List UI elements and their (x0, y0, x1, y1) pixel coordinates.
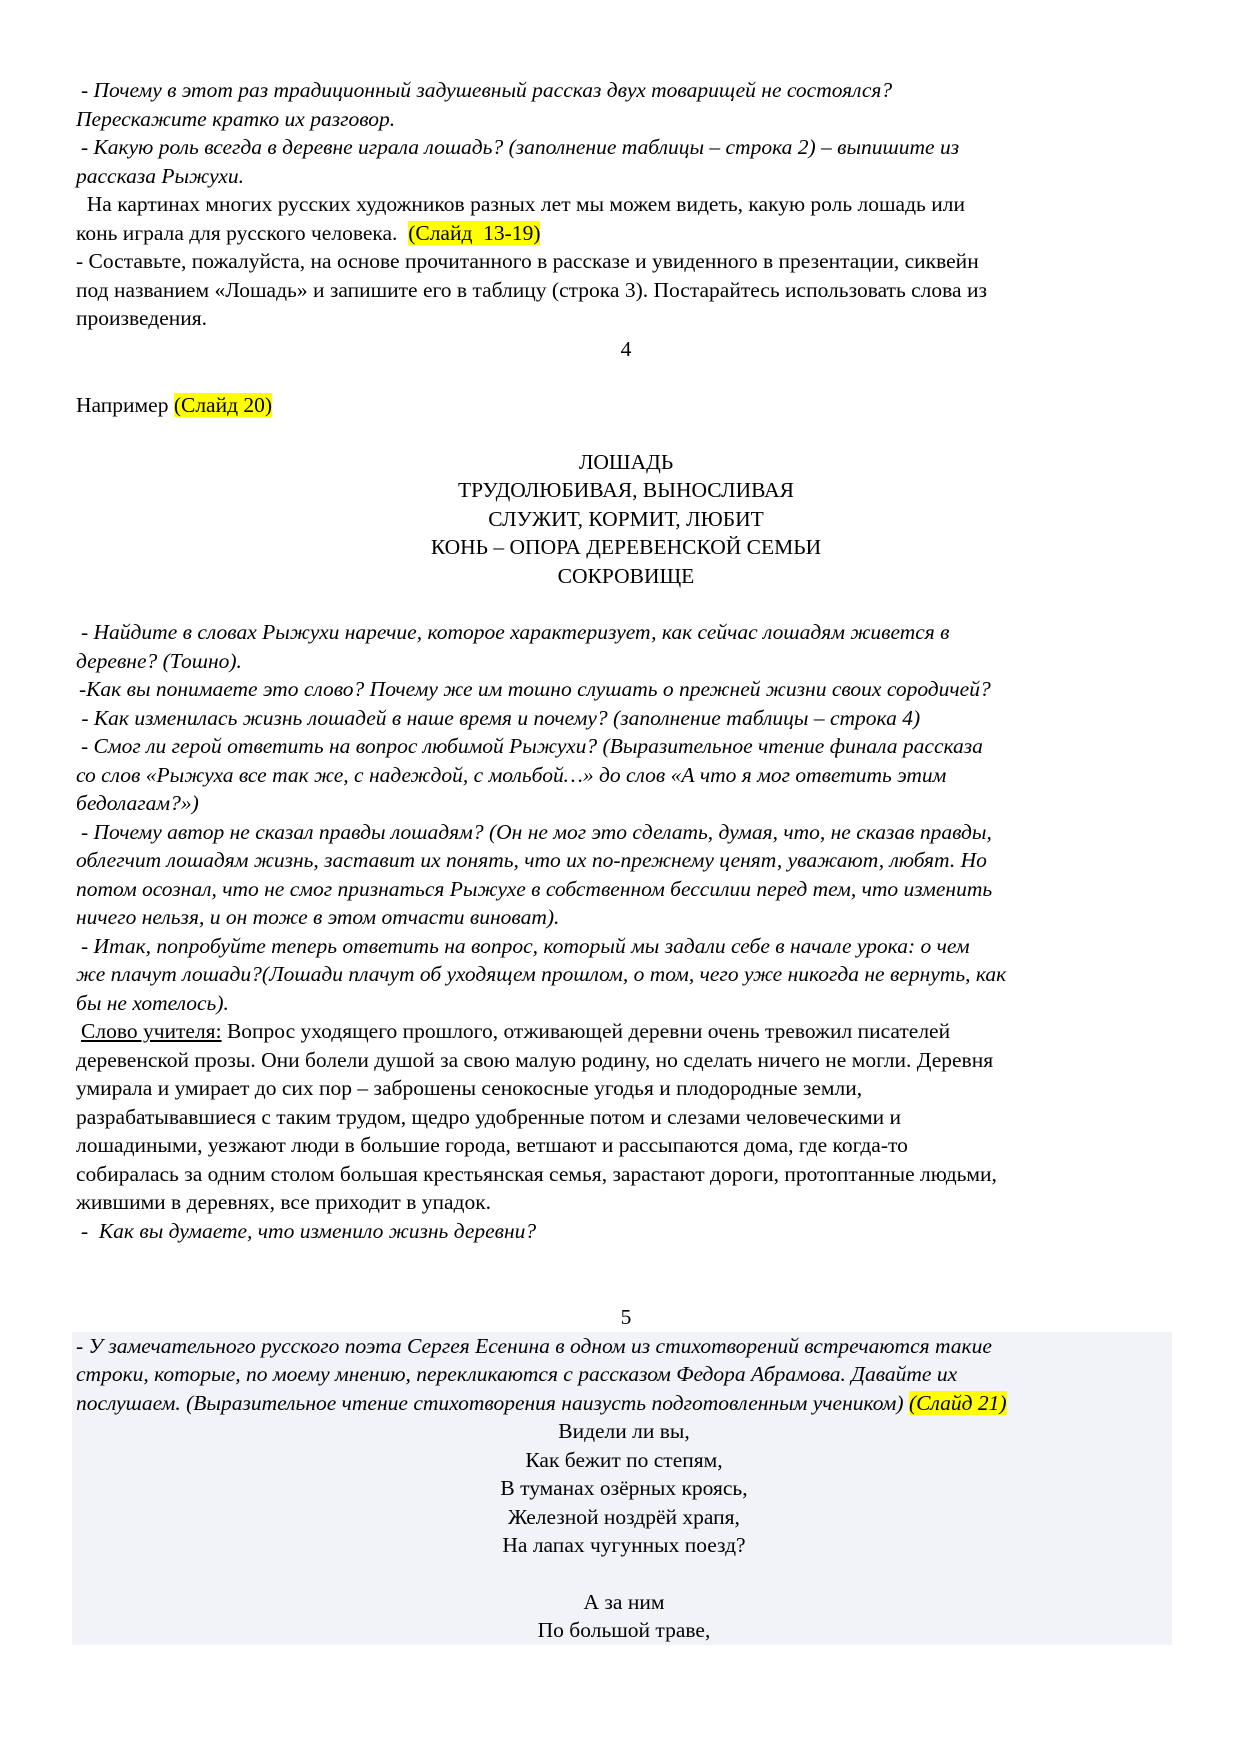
question-horse-role (76, 133, 1176, 190)
spacer (76, 420, 1176, 448)
paragraph-line: - Составьте, пожалуйста, на основе прочитанного в рассказе и увиденного в презентации, сиквейн (76, 249, 979, 273)
slide-reference: (Слайд 20) (173, 393, 273, 417)
question-line: деревне? (Тошно). (76, 648, 242, 673)
question-line: же плачут лошади?(Лошади плачут об уходящем прошлом, о том, чего уже никогда не вернуть, как (76, 962, 1007, 986)
cinquain-line: ЛОШАДЬ (578, 449, 674, 474)
question-line: - Почему автор не сказал правды лошадям? (Он не мог это сделать, думая, что, не сказав правды, (81, 819, 992, 844)
poem-line: А за ним (583, 1589, 665, 1614)
paragraph-text: послушаем. (Выразительное чтение стихотворения наизусть подготовленным учеником) (76, 1390, 909, 1415)
paragraph-line: На картинах многих русских художников разных лет мы можем видеть, какую роль лошадь или (76, 192, 965, 216)
question-line (76, 1389, 1172, 1418)
example-label: Например (76, 393, 174, 417)
question-adverb (76, 618, 1176, 675)
paragraph-line: умирала и умирает до сих пор – заброшены сенокосные угодья и плодородные земли, (76, 1076, 863, 1100)
question-line: - У замечательного русского поэта Сергея Есенина в одном из стихотворений встречаются такие (76, 1333, 992, 1358)
paragraph-line: произведения. (76, 306, 208, 330)
question-line: бедолагам?») (76, 791, 199, 815)
question-answer-hero (76, 732, 1176, 818)
paragraph-line: разрабатывавшиеся с таким трудом, щедро удобренные потом и слезами человеческими и (76, 1104, 902, 1129)
poem-line: В туманах озёрных кроясь, (500, 1476, 748, 1500)
paragraph-line: деревенской прозы. Они болели душой за свою малую родину, но сделать ничего не могли. Деревня (76, 1047, 994, 1072)
question-line: - Итак, попробуйте теперь ответить на вопрос, который мы задали себе в начале урока: о чем (81, 933, 970, 958)
question-line: строки, которые, по моему мнению, перекликаются с рассказом Федора Абрамова. Давайте их (76, 1362, 958, 1386)
esenin-section (72, 1332, 1172, 1645)
cinquain-line: КОНЬ – ОПОРА ДЕРЕВЕНСКОЙ СЕМЬИ (430, 535, 822, 559)
question-line: облегчит лошадям жизнь, заставит их понять, что их по-прежнему ценят, уважают, любят. Но (76, 848, 987, 872)
slide-reference: (Слайд 21) (908, 1390, 1007, 1415)
cinquain-line: СЛУЖИТ, КОРМИТ, ЛЮБИТ (488, 506, 764, 531)
question-retell (76, 76, 1176, 133)
task-cinquain (76, 247, 1176, 333)
slide-reference: (Слайд 13-19) (408, 220, 541, 245)
spacer (76, 363, 1176, 391)
page-number: 4 (620, 336, 632, 361)
question-line: - Как изменилась жизнь лошадей в наше время и почему? (заполнение таблицы – строка 4) (76, 705, 921, 730)
question-line: -Как вы понимаете это слово? Почему же им тошно слушать о прежней жизни своих сородичей? (79, 677, 991, 701)
teacher-label: Слово учителя: (81, 1019, 222, 1043)
example-line (76, 391, 1176, 420)
document-page (76, 76, 1176, 1645)
poem-line: На лапах чугунных поезд? (502, 1533, 746, 1557)
paragraph-text: конь играла для русского человека. (76, 220, 409, 245)
paragraph-line: лошадиными, уезжают люди в большие города, ветшают и рассыпаются дома, где когда-то (76, 1133, 908, 1157)
poem-line: Железной ноздрёй храпя, (508, 1504, 740, 1529)
question-line: - Какую роль всегда в деревне играла лошадь? (заполнение таблицы – строка 2) – выпишите из (81, 135, 960, 159)
question-line: бы не хотелось). (76, 990, 229, 1015)
question-line: - Почему в этот раз традиционный задушевный рассказ двух товарищей не состоялся? (81, 78, 893, 102)
cinquain-line: СОКРОВИЩЕ (557, 563, 695, 588)
paragraph-line (76, 1017, 1176, 1046)
question-line: Перескажите кратко их разговор. (76, 106, 396, 131)
paragraph-line: под названием «Лошадь» и запишите его в таблицу (строка 3). Постарайтесь использовать слова из (76, 277, 987, 302)
cinquain-line: ТРУДОЛЮБИВАЯ, ВЫНОСЛИВАЯ (457, 478, 795, 502)
poem (76, 1417, 1172, 1645)
question-why-cry (76, 932, 1176, 1018)
cinquain (76, 448, 1176, 591)
spacer (76, 1245, 1176, 1303)
question-line: - Найдите в словах Рыжухи наречие, которое характеризует, как сейчас лошадям живется в (81, 620, 950, 644)
poem-line: Видели ли вы, (558, 1419, 690, 1443)
paragraph-line: собиралась за одним столом большая крестьянская семья, зарастают дороги, протоптанные людьми, (76, 1161, 997, 1186)
paragraph-text: Вопрос уходящего прошлого, отживающей деревни очень тревожил писателей (221, 1019, 951, 1043)
paragraph-line: жившими в деревнях, все приходит в упадок. (76, 1190, 492, 1214)
poem-line: По большой траве, (537, 1618, 711, 1642)
teacher-word (76, 1017, 1176, 1245)
question-line: ничего нельзя, и он тоже в этом отчасти виноват). (76, 905, 560, 929)
question-line: потом осознал, что не смог признаться Рыжухе в собственном бессилии перед тем, что изменить (76, 876, 993, 901)
paragraph-line (76, 219, 1176, 248)
question-line: - Как вы думаете, что изменило жизнь деревни? (81, 1218, 537, 1243)
question-truth (76, 818, 1176, 932)
page-number: 5 (620, 1305, 632, 1329)
question-line: - Смог ли герой ответить на вопрос любимой Рыжухи? (Выразительное чтение финала рассказа (81, 734, 983, 758)
poem-line: Как бежит по степям, (525, 1447, 723, 1472)
spacer (76, 590, 1176, 618)
question-line: рассказа Рыжухи. (76, 163, 244, 188)
paragraph-paintings (76, 190, 1176, 247)
question-line: со слов «Рыжуха все так же, с надеждой, с мольбой…» до слов «А что я мог ответить этим (76, 762, 947, 787)
stanza-break (76, 1560, 1172, 1588)
